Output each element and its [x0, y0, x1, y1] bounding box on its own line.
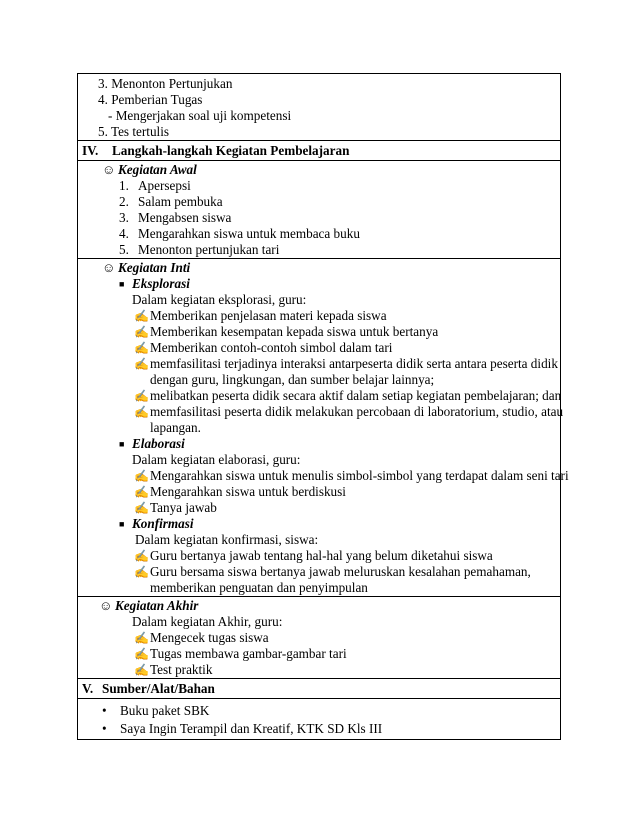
section-5-list: [78, 698, 560, 739]
konfirmasi-title: Konfirmasi: [132, 516, 194, 531]
hand-icon: ✍: [134, 501, 149, 515]
lesson-plan-table: [77, 73, 569, 740]
list-item: 4. Mengarahkan siswa untuk membaca buku: [119, 226, 360, 241]
kegiatan-akhir: [78, 596, 560, 678]
intro-text: Dalam kegiatan elaborasi, guru:: [132, 452, 301, 467]
hand-icon: ✍: [134, 389, 149, 403]
hand-icon: ✍: [134, 405, 149, 419]
intro-text: Dalam kegiatan eksplorasi, guru:: [132, 292, 307, 307]
hand-icon: ✍: [134, 565, 149, 579]
hand-icon: ✍: [134, 631, 149, 645]
list-item: 3. Mengabsen siswa: [119, 210, 232, 225]
list-item: ✍Guru bertanya jawab tentang hal-hal yang belum diketahui siswa: [134, 548, 493, 563]
square-bullet-icon: ■: [119, 279, 125, 289]
list-item: - Mengerjakan soal uji kompetensi: [108, 108, 292, 123]
hand-icon: ✍: [134, 485, 149, 499]
bullet-icon: •: [102, 703, 107, 718]
kegiatan-inti: [78, 258, 569, 596]
list-item-continuation: memberikan penguatan dan penyimpulan: [150, 580, 368, 595]
list-item: ✍Memberikan contoh-contoh simbol dalam tari: [134, 340, 393, 355]
section-title: Langkah-langkah Kegiatan Pembelajaran: [112, 143, 350, 158]
list-item: 5. Menonton pertunjukan tari: [119, 242, 280, 257]
kegiatan-awal: [78, 160, 560, 258]
list-item: 5. Tes tertulis: [98, 124, 169, 139]
list-item: ✍Test praktik: [134, 662, 213, 677]
square-bullet-icon: ■: [119, 519, 125, 529]
list-item-continuation: dengan guru, lingkungan, dan sumber belajar lainnya;: [150, 372, 435, 387]
hand-icon: ✍: [134, 663, 149, 677]
intro-text: Dalam kegiatan konfirmasi, siswa:: [135, 532, 319, 547]
elaborasi-title: Elaborasi: [132, 436, 185, 451]
list-item-continuation: lapangan.: [150, 420, 201, 435]
smiley-icon: ☺: [99, 598, 113, 613]
smiley-icon: ☺: [102, 162, 116, 177]
list-item: ✍Mengecek tugas siswa: [134, 630, 269, 645]
list-item: 2. Salam pembuka: [119, 194, 223, 209]
subsection-title: Kegiatan Akhir: [115, 598, 199, 613]
section-title: Sumber/Alat/Bahan: [102, 681, 215, 696]
list-item: • Saya Ingin Terampil dan Kreatif, KTK SD Kls III: [102, 721, 383, 736]
intro-text: Dalam kegiatan Akhir, guru:: [132, 614, 283, 629]
hand-icon: ✍: [134, 357, 149, 371]
smiley-icon: ☺: [102, 260, 116, 275]
section-5-header: [78, 678, 560, 698]
hand-icon: ✍: [134, 469, 149, 483]
list-item: ✍Memberikan kesempatan kepada siswa untuk bertanya: [134, 324, 439, 339]
subsection-title: Kegiatan Inti: [118, 260, 191, 275]
section-numeral: V.: [82, 681, 94, 696]
list-item: ✍memfasilitasi terjadinya interaksi antarpeserta didik serta antara peserta didik: [134, 356, 558, 371]
list-item: ✍memfasilitasi peserta didik melakukan percobaan di laboratorium, studio, atau: [134, 404, 564, 419]
list-item: 4. Pemberian Tugas: [98, 92, 203, 107]
list-item: ✍melibatkan peserta didik secara aktif dalam setiap kegiatan pembelajaran; dan: [134, 388, 562, 403]
section-numeral: IV.: [82, 143, 99, 158]
hand-icon: ✍: [134, 341, 149, 355]
hand-icon: ✍: [134, 647, 149, 661]
list-item: 3. Menonton Pertunjukan: [98, 76, 233, 91]
list-item: ✍Guru bersama siswa bertanya jawab meluruskan kesalahan pemahaman,: [134, 564, 531, 579]
list-item: 1. Apersepsi: [119, 178, 191, 193]
list-item: ✍Mengarahkan siswa untuk menulis simbol-simbol yang terdapat dalam seni tari: [134, 468, 569, 483]
list-item: ✍Tanya jawab: [134, 500, 217, 515]
eksplorasi-title: Eksplorasi: [132, 276, 190, 291]
list-item: ✍Memberikan penjelasan materi kepada siswa: [134, 308, 387, 323]
hand-icon: ✍: [134, 325, 149, 339]
list-item: • Buku paket SBK: [102, 703, 210, 718]
section-4-header: [78, 140, 560, 160]
section-3-tail: [78, 74, 560, 140]
list-item: ✍Tugas membawa gambar-gambar tari: [134, 646, 347, 661]
list-item: ✍Mengarahkan siswa untuk berdiskusi: [134, 484, 346, 499]
hand-icon: ✍: [134, 309, 149, 323]
bullet-icon: •: [102, 721, 107, 736]
hand-icon: ✍: [134, 549, 149, 563]
subsection-title: Kegiatan Awal: [118, 162, 197, 177]
square-bullet-icon: ■: [119, 439, 125, 449]
